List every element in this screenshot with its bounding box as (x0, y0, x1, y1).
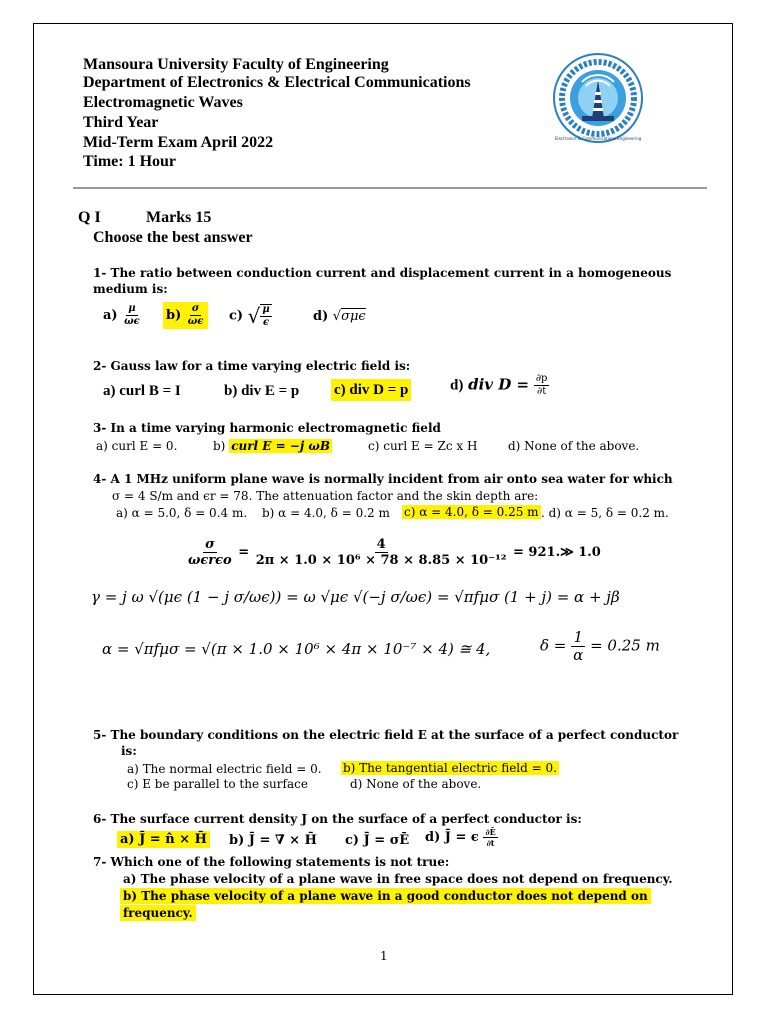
section-label: Q I (78, 209, 101, 226)
q1-option-a (103, 304, 142, 327)
q4-option-a: a) α = 5.0, δ = 0.4 m. (116, 506, 248, 520)
q6-option-a: a) J̄ = n̂ × H̄ (117, 831, 210, 848)
q5-text-line1: 5- The boundary conditions on the electric field E at the surface of a perfect conductor (93, 728, 679, 742)
q1-a-numerator: μ (128, 303, 136, 314)
header-department: Department of Electronics & Electrical Communications (83, 74, 471, 91)
q6-option-d (425, 828, 498, 847)
q5-option-c: c) E be parallel to the surface (127, 777, 308, 791)
header-divider (73, 187, 707, 189)
section-instruction: Choose the best answer (93, 229, 253, 246)
q1-option-c (229, 304, 272, 328)
q5-option-b: b) The tangential electric field = 0. (343, 761, 557, 775)
q2-d-expression: div D = (468, 375, 530, 394)
q1-text-line1: 1- The ratio between conduction current and displacement current in a homogeneous (93, 266, 672, 280)
q2-text: 2- Gauss law for a time varying electric field is: (93, 359, 411, 373)
header-exam: Mid-Term Exam April 2022 (83, 134, 274, 151)
q7-text: 7- Which one of the following statements is not true: (93, 855, 450, 869)
q2-option-d (450, 374, 549, 397)
q2-d-numerator: ∂p (535, 373, 548, 384)
q1-b-denominator: ωϵ (187, 316, 204, 327)
q4-text-line2: σ = 4 S/m and ϵr = 78. The attenuation factor and the skin depth are: (112, 489, 539, 503)
page-number: 1 (380, 949, 388, 963)
q1-option-b-label: b) (166, 308, 182, 323)
q3-option-c: c) curl E = Zc x H (368, 439, 478, 453)
header-university: Mansoura University Faculty of Engineering (83, 56, 389, 73)
q2-option-a: a) curl B = I (103, 383, 181, 399)
q4-equation-3-delta (540, 630, 660, 663)
q4-text-line1: 4- A 1 MHz uniform plane wave is normally incident from air onto sea water for which (93, 472, 673, 486)
q4-eq1-right-num: 4 (376, 537, 386, 552)
q6-option-b: b) J̄ = ∇̄ × H̄ (229, 833, 317, 848)
q1-a-denominator: ωϵ (124, 316, 140, 327)
q1-d-value: σμϵ (341, 309, 366, 324)
q4-option-b: b) α = 4.0, δ = 0.2 m (262, 506, 390, 520)
q1-b-numerator: σ (191, 303, 200, 314)
department-logo (552, 52, 644, 144)
section-marks: Marks 15 (146, 209, 212, 226)
q4-eq1-equals: = (238, 545, 250, 560)
q5-option-a: a) The normal electric field = 0. (127, 762, 322, 776)
q1-option-a-label: a) (103, 308, 118, 323)
q1-option-b (163, 302, 208, 329)
q6-d-numerator: ∂Ē (485, 827, 496, 837)
header-time: Time: 1 Hour (83, 153, 177, 170)
q5-text-line2: is: (121, 744, 137, 758)
q7-option-b-line2: frequency. (120, 905, 196, 921)
q2-option-d-label: d) (450, 377, 464, 394)
q1-sqrt-icon: √ (247, 304, 261, 328)
q6-option-d-label: d) J̄ = ϵ (425, 830, 479, 845)
q2-option-c: c) div D = p (331, 379, 411, 401)
q1-d-sqrt-icon: √ (332, 309, 342, 324)
q4-eq1-left-den: ωϵrϵo (188, 553, 232, 568)
q3-text: 3- In a time varying harmonic electromagnetic field (93, 421, 441, 435)
q2-d-denominator: ∂t (537, 386, 547, 397)
q1-option-c-label: c) (229, 308, 244, 324)
q5-option-d: d) None of the above. (350, 777, 482, 791)
header-year: Third Year (83, 114, 159, 131)
q3-option-b (213, 439, 332, 453)
svg-text:Electronics & Communications E: Electronics & Communications Engineering (554, 136, 642, 141)
q4-option-d: . d) α = 5, δ = 0.2 m. (541, 506, 669, 520)
q1-option-d (313, 309, 366, 324)
q4-equation-3: α = √πfμσ = √(π × 1.0 × 10⁶ × 4π × 10⁻⁷ × 4) ≅ 4, (102, 640, 491, 658)
q1-text-line2: medium is: (93, 282, 168, 296)
q6-text: 6- The surface current density J on the surface of a perfect conductor is: (93, 812, 582, 826)
q4-delta-result: = 0.25 m (590, 636, 660, 655)
q7-option-a: a) The phase velocity of a plane wave in free space does not depend on frequency. (123, 872, 673, 886)
q6-option-c: c) J̄ = σĒ (345, 833, 410, 848)
header-course: Electromagnetic Waves (83, 94, 243, 111)
q3-option-a: a) curl E = 0. (96, 439, 178, 453)
q1-c-denominator: ϵ (262, 317, 270, 328)
q1-option-d-label: d) (313, 309, 329, 324)
q4-delta-label: δ = (540, 636, 567, 655)
q6-d-denominator: ∂t (486, 838, 495, 848)
q4-delta-den: α (573, 646, 584, 664)
q4-delta-num: 1 (573, 628, 583, 646)
q1-c-numerator: μ (262, 304, 270, 315)
q4-equation-1 (186, 538, 601, 567)
q3-option-b-label: b) (213, 439, 226, 453)
q4-eq1-right-den: 2π × 1.0 × 10⁶ × 78 × 8.85 × 10⁻¹² (255, 553, 507, 568)
q4-eq1-result: = 921.≫ 1.0 (513, 545, 601, 560)
q4-eq1-left-num: σ (205, 537, 215, 552)
q3-option-d: d) None of the above. (508, 439, 640, 453)
q4-equation-2: γ = j ω √(μϵ (1 − j σ/ωϵ)) = ω √μϵ √(−j σ/ωϵ) = √πfμσ (1 + j) = α + jβ (91, 588, 620, 606)
q7-option-b-line1: b) The phase velocity of a plane wave in a good conductor does not depend on (120, 888, 651, 904)
q3-b-expression: curl E = −j ωB (231, 439, 330, 453)
q2-option-b: b) div E = p (224, 383, 300, 399)
q4-option-c: c) α = 4.0, δ = 0.25 m (404, 505, 539, 519)
